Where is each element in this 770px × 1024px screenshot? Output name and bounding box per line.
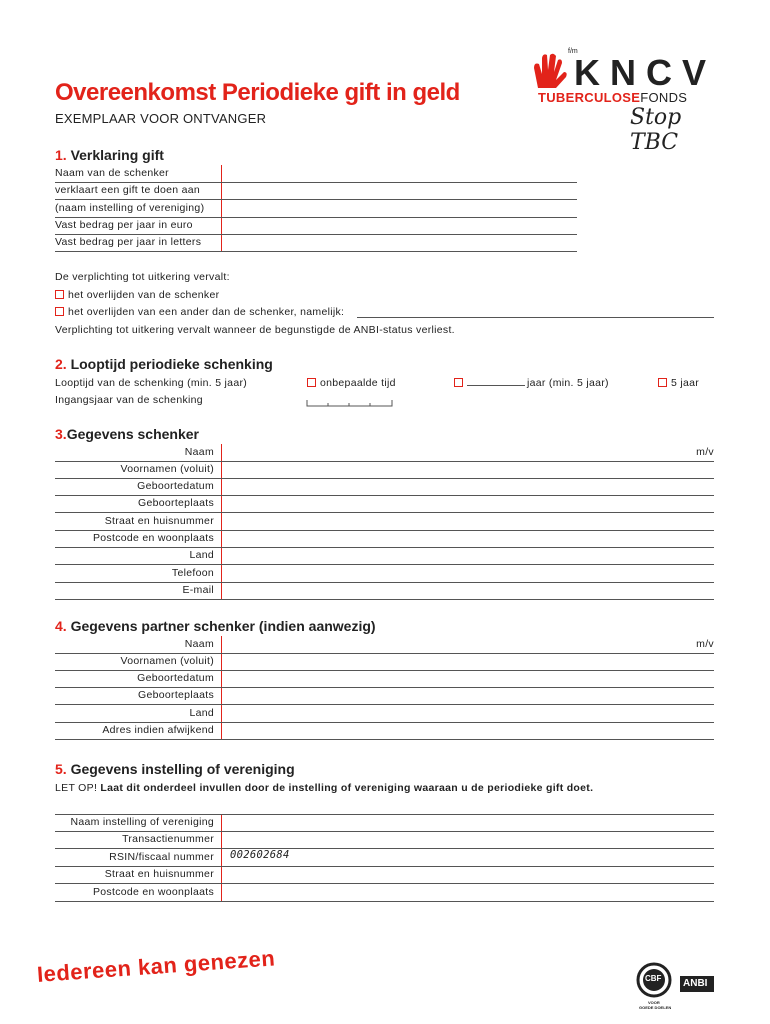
logo-fonds (538, 90, 687, 105)
section2-title: Looptijd periodieke schenking (70, 356, 273, 372)
row-naam-instelling[interactable] (55, 200, 577, 218)
row-geboortedatum[interactable] (55, 478, 714, 496)
partner-row-geboortedatum[interactable] (55, 670, 714, 688)
row-label: Naam (184, 446, 214, 458)
row-label: Telefoon (171, 567, 214, 579)
hand-icon (530, 52, 570, 90)
inst-row-rsin[interactable] (55, 849, 714, 867)
row-label: Voornamen (voluit) (120, 463, 214, 475)
option-overlijden-ander[interactable] (55, 306, 344, 318)
row-label: Geboortedatum (137, 672, 214, 684)
partner-row-adres[interactable] (55, 722, 714, 740)
row-label: Postcode en woonplaats (92, 532, 214, 544)
row-label: Transactienummer (122, 833, 214, 845)
checkbox[interactable] (658, 378, 667, 387)
section4-heading (55, 618, 376, 634)
checkbox[interactable] (454, 378, 463, 387)
row-postcode[interactable] (55, 530, 714, 548)
row-label: Naam van de schenker (55, 167, 169, 179)
section2-heading (55, 356, 273, 372)
logo-line2-dark: FONDS (640, 90, 688, 105)
section3-heading (55, 426, 199, 442)
row-email[interactable] (55, 582, 714, 600)
inst-row-naam[interactable] (55, 814, 714, 832)
mv-label: m/v (696, 638, 714, 650)
form-subtitle: EXEMPLAAR VOOR ONTVANGER (55, 111, 267, 126)
section2-num: 2. (55, 356, 67, 372)
cbf-seal (636, 962, 672, 1010)
row-label: Land (189, 549, 214, 561)
row-label: Geboorteplaats (138, 689, 214, 701)
section3-num: 3. (55, 426, 67, 442)
partner-row-geboorteplaats[interactable] (55, 687, 714, 705)
namelijk-line[interactable] (357, 317, 714, 318)
logo-line2-red: TUBERCULOSE (538, 90, 641, 105)
option-overlijden-schenker[interactable] (55, 289, 219, 301)
inst-row-postcode[interactable] (55, 884, 714, 902)
verval-intro: De verplichting tot uitkering vervalt: (55, 271, 230, 283)
row-label: Postcode en woonplaats (92, 886, 214, 898)
row-geboorteplaats[interactable] (55, 495, 714, 513)
cbf-text: CBF (645, 974, 662, 983)
row-naam-schenker[interactable] (55, 165, 577, 183)
row-label: Naam (184, 638, 214, 650)
row-label: Naam instelling of vereniging (70, 816, 214, 828)
mv-label: m/v (696, 446, 714, 458)
logo-name: KNCV (574, 52, 717, 93)
row-label: Vast bedrag per jaar in letters (55, 236, 202, 248)
row-label: Straat en huisnummer (104, 515, 214, 527)
section4-title: Gegevens partner schenker (indien aanwezig) (70, 618, 376, 634)
row-label: Voornamen (voluit) (120, 655, 214, 667)
row-straat[interactable] (55, 513, 714, 531)
row-voornamen[interactable] (55, 461, 714, 479)
row-bedrag-letters[interactable] (55, 234, 577, 252)
option-label: jaar (min. 5 jaar) (527, 377, 609, 389)
row-label: RSIN/fiscaal nummer (109, 851, 214, 863)
option-jaar[interactable] (454, 377, 609, 389)
rsin-value: 002602684 (230, 849, 290, 861)
section1-heading (55, 147, 164, 163)
jaar-input-line[interactable] (467, 385, 525, 386)
footer-slogan: Iedereen kan genezen (36, 945, 277, 988)
cbf-line2: VOOR (648, 1000, 660, 1005)
ingang-label: Ingangsjaar van de schenking (55, 394, 203, 406)
row-label: Geboorteplaats (138, 497, 214, 509)
section4-num: 4. (55, 618, 67, 634)
option-onbepaald[interactable] (307, 377, 396, 389)
section5-num: 5. (55, 761, 67, 777)
section5-title: Gegevens instelling of vereniging (70, 761, 295, 777)
row-label: Vast bedrag per jaar in euro (55, 219, 193, 231)
checkbox[interactable] (55, 307, 64, 316)
section3-title: Gegevens schenker (66, 426, 199, 442)
kncv-logo (530, 48, 720, 155)
row-land[interactable] (55, 547, 714, 565)
logo-tagline: Stop TBC (630, 105, 682, 155)
row-label: Land (189, 707, 214, 719)
section1-title: Verklaring gift (70, 147, 164, 163)
section1-num: 1. (55, 147, 67, 163)
logo-small-text: f/m (568, 48, 578, 55)
checkbox[interactable] (307, 378, 316, 387)
partner-row-naam[interactable] (55, 636, 714, 654)
let-op-instruction (55, 782, 593, 794)
option-label: 5 jaar (671, 377, 700, 389)
row-label: (naam instelling of vereniging) (55, 202, 205, 214)
partner-row-land[interactable] (55, 705, 714, 723)
row-naam[interactable] (55, 444, 714, 462)
option-label: onbepaalde tijd (320, 377, 396, 389)
option-5jaar[interactable] (658, 377, 699, 389)
let-op-label: LET OP! (55, 782, 98, 794)
row-telefoon[interactable] (55, 565, 714, 583)
row-label: E-mail (182, 584, 214, 596)
row-label: Straat en huisnummer (104, 868, 214, 880)
looptijd-label: Looptijd van de schenking (min. 5 jaar) (55, 377, 248, 389)
inst-row-transactie[interactable] (55, 831, 714, 849)
row-label: Adres indien afwijkend (102, 724, 214, 736)
row-gift-aan[interactable] (55, 182, 577, 200)
year-input-boxes[interactable] (306, 398, 394, 408)
row-bedrag-euro[interactable] (55, 217, 577, 235)
row-label: Geboortedatum (137, 480, 214, 492)
instruction-text: Laat dit onderdeel invullen door de instelling of vereniging waaraan u de periodieke gift doet. (100, 782, 594, 794)
section5-heading (55, 761, 295, 777)
anbi-note: Verplichting tot uitkering vervalt wanneer de begunstigde de ANBI-status verliest. (55, 324, 455, 336)
anbi-logo (680, 966, 716, 996)
form-title: Overeenkomst Periodieke gift in geld (55, 79, 460, 106)
option-label: het overlijden van de schenker (68, 289, 220, 301)
checkbox[interactable] (55, 290, 64, 299)
inst-row-straat[interactable] (55, 866, 714, 884)
option-label: het overlijden van een ander dan de schenker, namelijk: (68, 306, 345, 318)
cbf-line3: GOEDE DOELEN (639, 1005, 672, 1010)
anbi-text: ANBI (683, 978, 708, 989)
partner-row-voornamen[interactable] (55, 653, 714, 671)
row-label: verklaart een gift te doen aan (55, 184, 201, 196)
